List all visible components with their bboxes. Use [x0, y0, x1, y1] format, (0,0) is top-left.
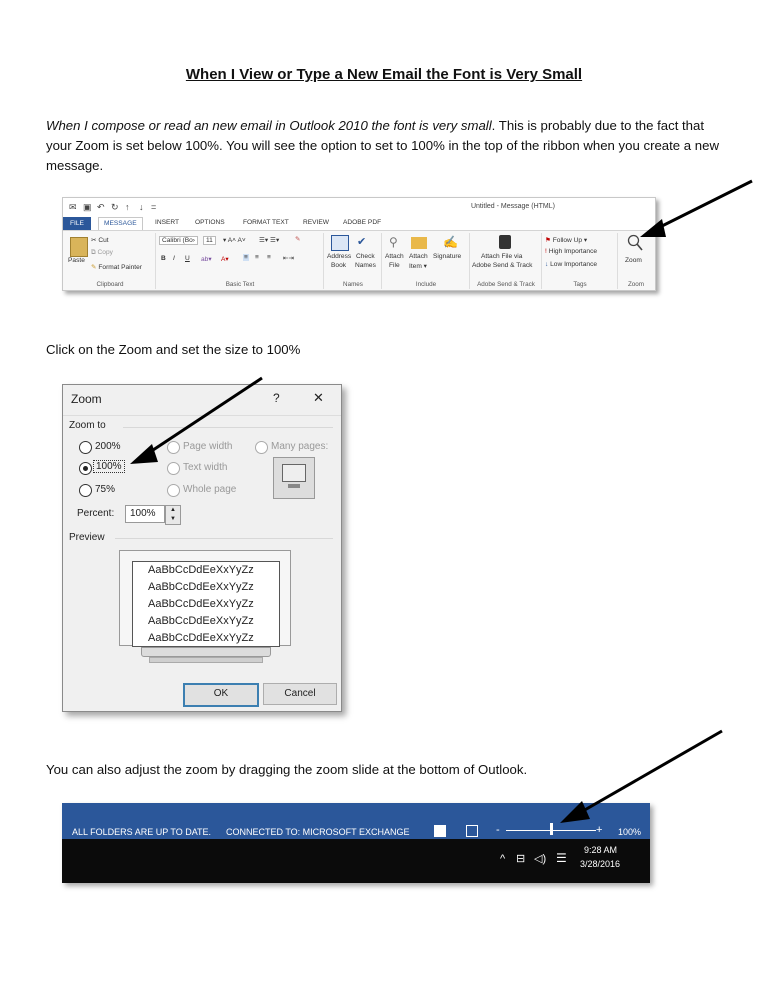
preview-line: AaBbCcDdEeXxYyZz — [148, 632, 254, 644]
radio-200[interactable] — [79, 441, 92, 454]
highlight-icon[interactable]: ab▾ — [201, 256, 212, 263]
attach-item-icon[interactable] — [411, 237, 427, 249]
preview-line: AaBbCcDdEeXxYyZz — [148, 615, 254, 627]
clock-time[interactable]: 9:28 AM — [584, 845, 618, 855]
align-left-icon[interactable]: ≡ — [244, 254, 248, 261]
adobe-line2[interactable]: Adobe Send & Track — [472, 262, 533, 269]
low-importance-label: Low Importance — [550, 261, 598, 268]
percent-label: Percent: — [77, 508, 115, 519]
ribbon-tabs — [63, 217, 655, 230]
monitor-base — [149, 657, 263, 663]
flag-icon: ⚑ — [545, 237, 551, 244]
tab-message[interactable]: MESSAGE — [98, 217, 143, 230]
percent-spinner[interactable]: ▲ ▼ — [165, 505, 181, 525]
ribbon-body — [63, 230, 655, 291]
save-icon[interactable]: ▣ — [83, 202, 92, 212]
align-right-icon[interactable]: ≡ — [267, 254, 271, 261]
follow-up-label: Follow Up ▾ — [552, 237, 588, 244]
arrow-to-slider-icon — [550, 727, 730, 827]
check-names-line2[interactable]: Names — [355, 262, 376, 269]
arrow-to-100-icon — [120, 374, 270, 474]
mail-icon[interactable]: ✉ — [69, 202, 77, 212]
zoom-instruction: Click on the Zoom and set the size to 100% — [46, 342, 301, 357]
customize-qat-icon[interactable]: = — [151, 202, 157, 212]
undo-icon[interactable]: ↶ — [97, 202, 105, 212]
tab-adobe-pdf[interactable]: ADOBE PDF — [343, 219, 382, 226]
bold-button[interactable]: B — [161, 255, 166, 262]
radio-75-label[interactable]: 75% — [95, 484, 116, 495]
preview-page — [132, 561, 280, 647]
radio-100-label[interactable]: 100% — [93, 460, 125, 473]
tab-format-text[interactable]: FORMAT TEXT — [243, 219, 289, 226]
intro-rest: . This is probably due to the fact that your Zoom is set below 100%. You will see the option to set to 100% in the top of the ribbon when you create a new message. — [46, 118, 719, 173]
high-importance-label: High Importance — [548, 248, 598, 255]
brush-icon: ✎ — [91, 264, 97, 271]
signature-icon[interactable]: ✍ — [443, 235, 458, 249]
notifications-icon[interactable]: ☰ — [556, 851, 567, 865]
format-painter-label: Format Painter — [98, 264, 142, 271]
follow-up-button[interactable] — [545, 236, 587, 244]
adobe-send-icon[interactable] — [499, 235, 511, 249]
zoom-to-label: Zoom to — [69, 420, 106, 431]
normal-view-icon[interactable] — [434, 825, 446, 837]
many-pages-label: Many pages: — [271, 441, 329, 452]
clipboard-group — [65, 233, 156, 289]
cut-label: Cut — [98, 237, 109, 244]
dialog-title: Zoom — [71, 392, 102, 406]
tab-file[interactable]: FILE — [63, 217, 91, 230]
close-button[interactable]: ✕ — [313, 390, 324, 405]
document-title: When I View or Type a New Email the Font is Very Small — [185, 66, 583, 83]
window-title: Untitled - Message (HTML) — [470, 203, 555, 210]
ok-button[interactable]: OK — [183, 683, 259, 707]
connection-status: CONNECTED TO: MICROSOFT EXCHANGE — [226, 827, 410, 837]
low-importance-button[interactable] — [545, 261, 597, 268]
indent-icon[interactable]: ⇤⇥ — [283, 255, 295, 262]
grow-font-icon[interactable]: ▾ A˄ A˅ — [223, 237, 246, 244]
zoom-level[interactable]: 100% — [618, 827, 642, 837]
slider-instruction: You can also adjust the zoom by dragging the zoom slide at the bottom of Outlook. — [46, 762, 528, 777]
volume-icon[interactable]: ◁) — [534, 853, 547, 865]
down-arrow-icon[interactable]: ↓ — [139, 202, 144, 212]
tab-insert[interactable]: INSERT — [155, 219, 180, 226]
signature-button[interactable]: Signature — [433, 253, 462, 260]
basic-text-group — [157, 233, 324, 289]
check-names-icon[interactable]: ✔ — [357, 236, 367, 248]
monitor-stand — [141, 647, 271, 657]
preview-line: AaBbCcDdEeXxYyZz — [148, 598, 254, 610]
include-label: Include — [415, 281, 437, 288]
address-book-icon[interactable] — [331, 235, 349, 251]
radio-whole-page — [167, 484, 180, 497]
percent-input[interactable]: 100% — [125, 505, 165, 523]
radio-100[interactable] — [79, 462, 92, 475]
whole-page-label: Whole page — [183, 484, 237, 495]
tab-options[interactable]: OPTIONS — [195, 219, 225, 226]
align-center-icon[interactable]: ≡ — [255, 254, 259, 261]
attach-item-line1[interactable]: Attach — [409, 253, 428, 260]
check-names-line1[interactable]: Check — [356, 253, 375, 260]
italic-button[interactable]: I — [173, 255, 175, 262]
preview-line: AaBbCcDdEeXxYyZz — [148, 581, 254, 593]
font-color-icon[interactable]: A▾ — [221, 256, 229, 263]
paste-icon[interactable] — [70, 237, 88, 257]
address-line2[interactable]: Book — [331, 262, 347, 269]
copy-label: Copy — [97, 249, 113, 256]
underline-button[interactable]: U — [185, 255, 190, 262]
copy-button[interactable]: ⧉ Copy — [91, 249, 113, 256]
attach-file-line1[interactable]: Attach — [385, 253, 404, 260]
arrow-to-zoom-icon — [630, 175, 760, 245]
zoom-button[interactable]: Zoom — [625, 257, 642, 264]
tags-group — [543, 233, 618, 289]
folders-status: ALL FOLDERS ARE UP TO DATE. — [72, 827, 212, 837]
zoom-out-button[interactable]: - — [496, 824, 500, 836]
adobe-label: Adobe Send & Track — [477, 281, 535, 288]
address-line1[interactable]: Address — [327, 253, 352, 260]
high-importance-button[interactable] — [545, 248, 597, 255]
bullets-icon[interactable]: ☰▾ ☰▾ — [259, 237, 280, 244]
quick-access-toolbar — [63, 198, 655, 216]
radio-75[interactable] — [79, 484, 92, 497]
cut-button[interactable]: ✂ Cut — [91, 237, 109, 244]
basic-text-label: Basic Text — [225, 281, 255, 288]
preview-monitor — [119, 550, 291, 646]
tab-review[interactable]: REVIEW — [303, 219, 330, 226]
paste-button[interactable]: Paste — [68, 257, 85, 264]
up-arrow-icon[interactable]: ↑ — [125, 202, 130, 212]
help-button[interactable]: ? — [273, 391, 280, 405]
intro-italic: When I compose or read an new email in Outlook 2010 the font is very small — [46, 118, 492, 133]
font-size-box[interactable]: 11 — [203, 236, 216, 245]
names-group — [325, 233, 382, 289]
paperclip-icon[interactable]: ⚲ — [389, 235, 398, 249]
clipboard-label: Clipboard — [96, 281, 124, 288]
reading-view-icon[interactable] — [466, 825, 478, 837]
outlook-ribbon — [62, 197, 656, 291]
preview-label: Preview — [69, 532, 105, 543]
zoom-in-button[interactable]: + — [596, 824, 603, 836]
adobe-group — [471, 233, 542, 289]
windows-taskbar — [62, 839, 650, 883]
tags-label: Tags — [573, 281, 587, 288]
exclamation-icon: ! — [545, 248, 547, 255]
attach-item-line2[interactable]: Item ▾ — [409, 263, 427, 270]
font-name-box[interactable]: Calibri (Bo› — [159, 236, 198, 245]
radio-200-label[interactable]: 200% — [95, 441, 121, 452]
clear-format-icon[interactable]: ✎ — [295, 236, 301, 243]
attach-file-line2[interactable]: File — [389, 262, 400, 269]
show-hidden-icons-icon[interactable]: ^ — [500, 853, 506, 865]
intro-paragraph — [46, 116, 726, 176]
include-group — [383, 233, 470, 289]
names-label: Names — [343, 281, 363, 288]
down-arrow-icon: ↓ — [545, 261, 549, 268]
many-pages-monitor-icon — [273, 457, 315, 499]
cancel-button[interactable]: Cancel — [263, 683, 337, 705]
preview-line: AaBbCcDdEeXxYyZz — [148, 564, 254, 576]
zoom-label: Zoom — [627, 281, 645, 288]
network-icon[interactable]: ⊟ — [516, 853, 526, 865]
adobe-line1[interactable]: Attach File via — [481, 253, 523, 260]
text-width-label: Text width — [183, 462, 228, 473]
page-width-label: Page width — [183, 441, 233, 452]
redo-icon[interactable]: ↻ — [111, 202, 119, 212]
preview-divider — [115, 538, 333, 539]
clock-date[interactable]: 3/28/2016 — [580, 859, 621, 869]
format-painter-button[interactable] — [91, 263, 142, 271]
